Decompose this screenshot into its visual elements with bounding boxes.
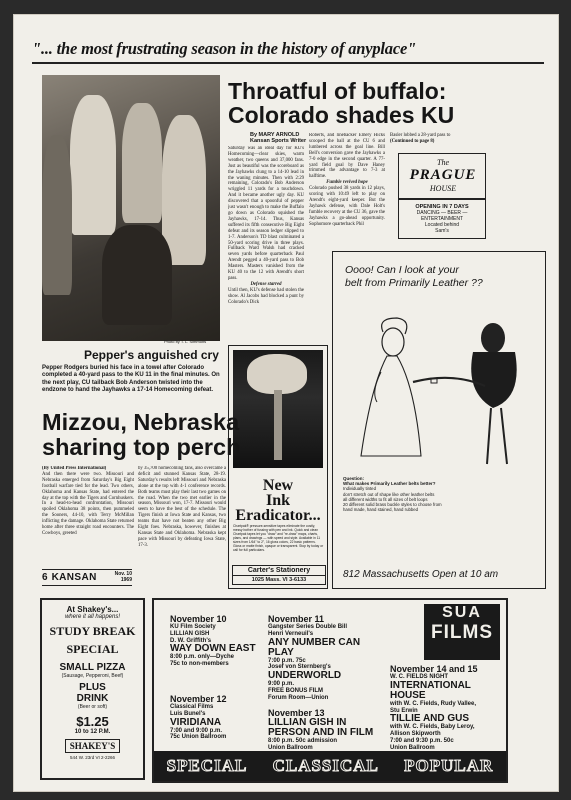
mizzou-column-1-text: And then there were two. Missouri and Nebraska emerged from Saturday's Big Eight football warfare tied for the lead. Two others, Oklahoma and Kansas State, had entered the day at the top with the Tigers and Cornhuskers. In a head-to-head confrontation, Missouri spoiled Oklahoma 38 points, then pummeled the Sooners, 44-10, with Terry McMillan inflicting the damage. Oklahoma State returned home after three straight road encounters. The Cowboys, greeted — [42, 471, 134, 536]
film-line: 9:00 p.m. — [268, 681, 295, 688]
mizzou-column-2-text: by 35,700 homecoming fans, also overcame a deficit and stunned Kansas State, 28-19. Saturday's results left Missouri and Nebraska alone at the top with 4-1 conference records. Both teams must play their last two games on the road. When the two met earlier in the season, Missouri won, 17-7. Missouri would seem to have the best of the schedule. The Tigers finish at Iowa State and Kansas, two teams that have not beaten any other Big Eight foes. Nebraska, however, finishes at Kansas State and Oklahoma. Nebraska kept pace with Missouri by defeating Iowa State, 17-3. — [138, 466, 226, 548]
film-line: KU Film Society — [170, 624, 216, 630]
photo-figure — [102, 225, 172, 325]
buffalo-column-1-text: Saturday was an ideal day for KU's Homecoming—clear skies, warm weather, two queens and 37,000 fans. Just as beautiful was the scoreboard as the Jayhawks clung to a 14-10 lead in the waning minutes. Then with 2:29 remaining, Colorado's Bob Anderson wriggled 11 yards for a touchdown. And it became another ugly day. KU discovered that a spoonful of pepper just wasn't enough to make the Buffalo go down as Colorado squished the Jayhawks, 17-14. Thus, Kansas suffered its fifth consecutive Big Eight defeat and its season ledger slipped to 1-7. Anderson's TD blast culminated a 50-yard scoring drive in three plays. Fullback Ward Walsh had cracked seven yards before quarterback Paul Arendt pegged a 40-yard pass to Bob Masters. Masters vanished from the KU 40 to the 12 with Arendt's short pass. — [228, 146, 304, 281]
buffalo-column-2-text: Roberts, and linebacker Emery Hicks scooped the ball at the CU 6 and lumbered across the goal line. Bill Bell's conversion gave the Jayhawks a 7-0 edge in the second quarter. A 77-yard field goal by Dave Haney trimmed the advantage to 7-3 at halftime. — [309, 133, 385, 180]
leather-answer: 20 different solid brass buckle styles to choose from — [343, 502, 442, 508]
prague-services: DANCING — BEER — ENTERTAINMENT — [416, 210, 468, 222]
film-line: 7:00 p.m. 75c — [268, 657, 306, 664]
photo-figure — [42, 135, 72, 295]
buffalo-column-1 — [228, 146, 304, 344]
film-line: FREE BONUS FILM — [268, 687, 323, 694]
film-listing-nov10 — [170, 614, 266, 668]
film-details — [390, 674, 506, 752]
buffalo-headline-line-1: Throatful of buffalo: — [228, 78, 447, 104]
sua-logo-line-2: FILMS — [431, 622, 493, 643]
ink-title-line-3: Eradicator... — [235, 507, 321, 524]
sua-films-ad — [152, 598, 508, 783]
shakeys-pizza-toppings: (Sausage, Pepperoni, Beef) — [61, 673, 124, 679]
prague-house-logo — [405, 158, 481, 193]
page-quote-headline: "... the most frustrating season in the history of anyplace" — [32, 39, 417, 58]
photo-caption-title: Pepper's anguished cry — [84, 348, 219, 362]
shakeys-drink-note: (Beer or soft) — [77, 704, 108, 710]
film-line: Gangster Series Double Bill — [268, 624, 348, 630]
film-date: November 10 — [170, 614, 227, 624]
film-line: D. W. Griffith's — [170, 637, 212, 644]
film-listing-nov14 — [390, 664, 506, 752]
shakeys-price: $1.25 — [76, 714, 109, 729]
hand-shape — [247, 354, 307, 394]
ink-title-line-2: Ink — [265, 492, 291, 509]
sua-logo-line-1: SUA — [442, 604, 482, 621]
film-line: with W. C. Fields, Rudy Vallee, — [390, 700, 477, 707]
film-title: WAY DOWN EAST — [170, 643, 256, 655]
film-title: UNDERWORLD — [268, 670, 342, 682]
prague-opening: OPENING IN 7 DAYS — [415, 204, 469, 210]
film-line: 75c to non-members — [170, 661, 229, 668]
film-details — [170, 624, 266, 668]
byline-name: By MARY ARNOLD — [250, 132, 300, 138]
leather-answer: all different widths to fit all sizes of belt loops — [343, 496, 428, 502]
buffalo-column-1-tail: Until then, KU's defense had stolen the show. Al Jacobs had blocked a punt by Colorado's Dick — [228, 287, 304, 305]
film-title: VIRIDIANA — [170, 716, 222, 728]
mizzou-headline: Mizzou, Nebraska sharing top perch — [42, 409, 241, 460]
page-date-line-2: 1969 — [120, 576, 132, 583]
mizzou-column-1 — [42, 466, 134, 564]
buffalo-headline-line-2: Colorado shades KU — [228, 102, 455, 128]
film-date: November 13 — [268, 708, 325, 718]
film-date: November 14 and 15 — [390, 664, 478, 674]
shakeys-logo: SHAKEY'S — [65, 739, 121, 753]
film-title: ANY NUMBER CAN PLAY — [268, 636, 361, 658]
sideline-photo — [42, 75, 220, 341]
prague-location-1: Located behind — [424, 222, 460, 228]
film-line: with W. C. Fields, Baby Leroy, — [390, 724, 475, 731]
buffalo-continued-note: (Continued to page 8) — [390, 138, 435, 144]
film-line: 7:00 and 9:30 p.m. 50c — [390, 737, 454, 744]
buffalo-subhead-2: Fumble revived hope — [326, 180, 368, 186]
film-line: Henri Verneuil's — [268, 630, 314, 637]
film-listing-nov11 — [268, 614, 386, 702]
couple-illustration — [343, 312, 539, 470]
shakeys-address: 544 W. 23rd VI 2-2266 — [69, 755, 116, 760]
leather-headline-line-2: belt from Primarily Leather ?? — [345, 277, 483, 289]
shakeys-special-1: STUDY BREAK — [49, 624, 136, 638]
buffalo-column-2-tail: Colorado pushed 38 yards in 12 plays, scoring with 10:49 left to play on Arendt's eight-yard keeper. But the Jayhawk defense, with Dale Holt's fumble recovery at the CU 36, gave the Jayhawks a go-ahead opportunity. Sophomore quarterback Phil — [309, 186, 385, 227]
film-line: Union Ballroom — [390, 744, 435, 751]
byline-title: Kansan Sports Writer — [250, 138, 307, 144]
film-line: 75c Union Ballroom — [170, 734, 227, 741]
film-line: Luis Bunel's — [170, 710, 206, 717]
photo-figure — [162, 115, 206, 265]
film-date: November 11 — [268, 614, 325, 624]
shakeys-drink: DRINK — [76, 693, 109, 704]
mizzou-column-2 — [138, 466, 226, 590]
leather-answer: hand made, hand stained, hand rubbed — [343, 507, 419, 513]
sua-film-categories — [154, 751, 506, 781]
photo-figure — [122, 103, 162, 223]
leather-question-label: Question: — [343, 476, 364, 481]
prague-logo-line-1: The — [437, 158, 449, 167]
prague-details — [399, 204, 485, 234]
film-details — [170, 704, 266, 741]
pen-hand-photo — [233, 350, 323, 468]
mizzou-dateline: (By United Press International) — [42, 466, 107, 471]
category-popular: POPULAR — [404, 756, 494, 775]
primarily-leather-ad — [332, 251, 546, 589]
prague-logo-line-2: PRAGUE — [409, 167, 477, 183]
newspaper-page — [13, 14, 559, 792]
photo-figure — [70, 95, 116, 235]
category-classical: CLASSICAL — [272, 756, 379, 775]
photo-caption-text: Pepper Rodgers buried his face in a towel after Colorado completed a 40-yard pass to the KU 11 in the final minutes. On the next play, CU tailback Bob Anderson twisted into the endzone to hand the Jayhawks a 17-14 Homecoming defeat. — [42, 365, 220, 393]
top-rule — [32, 62, 544, 64]
shakeys-time: 10 to 12 P.M. — [74, 729, 111, 735]
leather-headline-line-1: Oooo! Can I look at your — [345, 264, 459, 276]
leather-answer: don't stretch out of shape like other leather belts — [343, 491, 435, 497]
buffalo-subhead-1: Defense starred — [250, 281, 282, 287]
film-line: 8:00 p.m. only—Dyche — [170, 654, 235, 661]
paper-name: KANSAN — [51, 572, 97, 583]
page-number: 6 — [42, 572, 48, 583]
carters-stationery-box — [232, 565, 326, 585]
buffalo-column-3 — [390, 133, 508, 149]
leather-headline — [345, 264, 545, 290]
page-footer — [42, 569, 132, 586]
category-special: SPECIAL — [166, 756, 248, 775]
film-title: TILLIE AND GUS — [390, 713, 470, 725]
film-listing-nov12 — [170, 694, 266, 741]
shakeys-plus: PLUS — [79, 682, 106, 693]
film-line: Forum Room—Union — [268, 694, 329, 701]
ink-ad-body: Chartpak® pressure-sensitive tapes eliminate the costly, messy bother of fussing with pen and ink. Quick and clean Chartpak tapes let you "draw" and "re-draw" maps, charts, plans, and drawings — with speed and style. Available in 11 sizes from 1/64" to 2", 16 gloss colors, 22 basic patterns. Gloss or matte finish, opaque or transparent. Stop by today or call for full particulars. — [233, 524, 324, 552]
buffalo-headline — [228, 79, 508, 127]
leather-address: 812 Massachusetts Open at 10 am — [343, 569, 499, 580]
byline — [250, 132, 306, 144]
photo-credit: Photo by T. L. Simmons — [164, 339, 207, 344]
shakeys-line-2: where it all happens! — [64, 614, 121, 620]
prague-logo-line-3: HOUSE — [429, 184, 457, 193]
shakeys-line-1: At Shakey's... — [66, 605, 119, 614]
shakeys-ad — [40, 598, 145, 780]
film-details — [268, 624, 386, 702]
page-date-line-1: Nov. 10 — [114, 571, 132, 577]
leather-qa — [343, 476, 523, 512]
film-line: LILLIAN GISH — [170, 630, 210, 637]
carters-address: 1025 Mass. VI 3-6133 — [251, 577, 307, 583]
film-date: November 12 — [170, 694, 227, 704]
buffalo-column-3-text: Basler lobbed a 28-yard pass to — [390, 133, 451, 138]
prague-divider — [399, 198, 485, 200]
film-line: 7:00 and 9:00 p.m. — [170, 727, 223, 734]
prague-location-2: Sam's — [435, 228, 449, 234]
prague-house-ad — [398, 153, 486, 239]
buffalo-column-2 — [309, 133, 385, 238]
pen-shape — [274, 390, 282, 460]
film-line: Allison Skipworth — [390, 731, 441, 738]
film-line: Stu Erwin — [390, 707, 418, 714]
leather-answer: Individually tinted — [343, 486, 376, 492]
film-details — [268, 718, 386, 752]
leather-question: What makes Primarily Leather belts better? — [343, 481, 436, 487]
film-line: Josef von Sternberg's — [268, 664, 331, 671]
ink-ad-title — [229, 478, 327, 523]
carters-store-name: Carter's Stationery — [233, 566, 325, 576]
shakeys-pizza: SMALL PIZZA — [59, 662, 126, 673]
sua-films-logo — [424, 604, 500, 660]
film-line: Union Ballroom — [268, 744, 313, 751]
shakeys-special-2: SPECIAL — [66, 642, 119, 656]
film-line: Classical Films — [170, 704, 214, 710]
film-title: INTERNATIONAL HOUSE — [390, 679, 471, 701]
film-listing-nov13 — [268, 708, 386, 752]
page-date — [115, 572, 132, 583]
film-line: W. C. FIELDS NIGHT — [390, 674, 448, 680]
ink-eradicator-ad — [228, 345, 328, 589]
ink-title-line-1: New — [262, 477, 294, 494]
film-line: 8:00 p.m. 50c admission — [268, 738, 338, 744]
film-title: LILLIAN GISH IN PERSON AND IN FILM — [268, 717, 374, 738]
